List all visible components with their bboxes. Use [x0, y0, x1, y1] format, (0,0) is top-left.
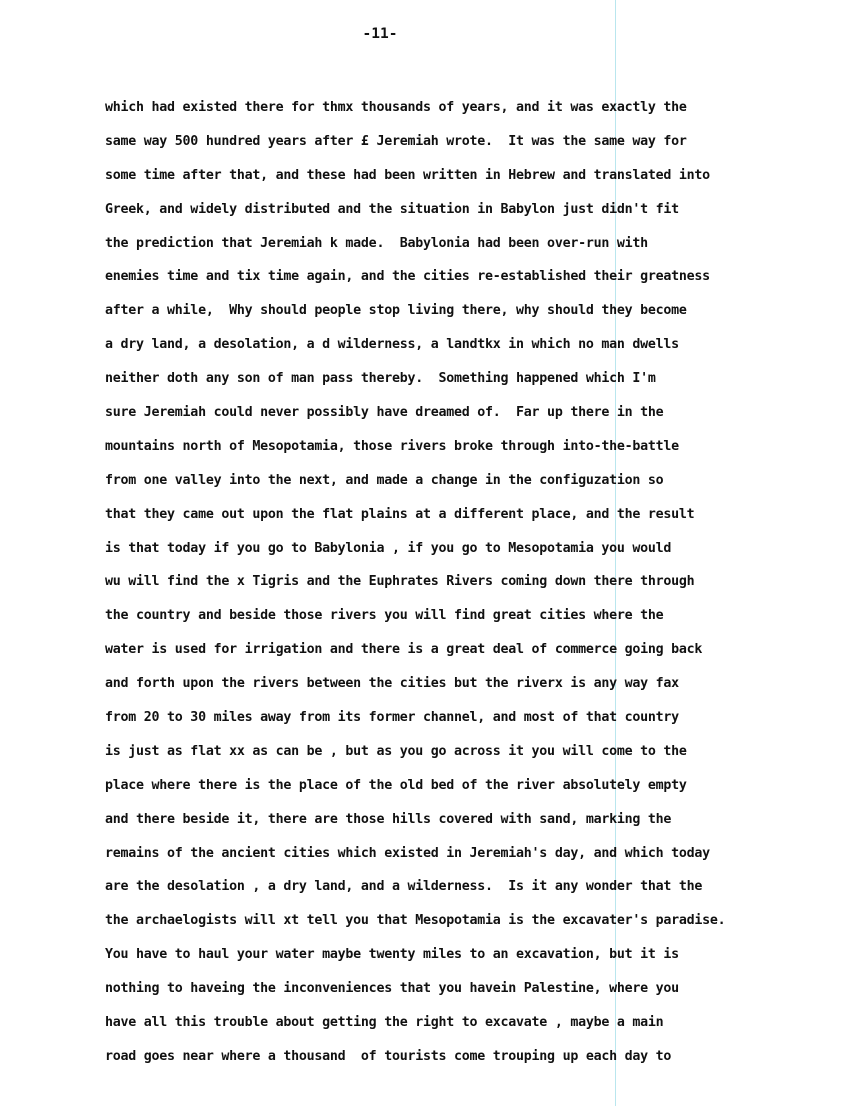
- text-line: some time after that, and these had been written in Hebrew and translated into: [105, 167, 710, 183]
- text-line: Greek, and widely distributed and the situation in Babylon just didn't fit: [105, 201, 679, 217]
- text-line: the archaelogists will xt tell you that Mesopotamia is the excavater's paradise.: [105, 913, 726, 929]
- text-line: and forth upon the rivers between the cities but the riverx is any way fax: [105, 676, 679, 692]
- text-line: remains of the ancient cities which existed in Jeremiah's day, and which today: [105, 845, 710, 861]
- text-line: road goes near where a thousand of tourists come trouping up each day to: [105, 1048, 672, 1064]
- text-line: that they came out upon the flat plains at a different place, and the result: [105, 506, 695, 522]
- text-line: are the desolation , a dry land, and a wilderness. Is it any wonder that the: [105, 879, 703, 895]
- text-line: a dry land, a desolation, a d wilderness, a landtkx in which no man dwells: [105, 337, 679, 353]
- text-line: is that today if you go to Babylonia , if you go to Mesopotamia you would: [105, 540, 672, 556]
- text-line: You have to haul your water maybe twenty miles to an excavation, but it is: [105, 947, 679, 963]
- text-line: the prediction that Jeremiah k made. Babylonia had been over-run with: [105, 235, 648, 251]
- text-line: sure Jeremiah could never possibly have dreamed of. Far up there in the: [105, 405, 664, 421]
- text-line: nothing to haveing the inconveniences that you havein Palestine, where you: [105, 981, 679, 997]
- text-line: wu will find the x Tigris and the Euphrates Rivers coming down there through: [105, 574, 695, 590]
- text-line: neither doth any son of man pass thereby. Something happened which I'm: [105, 371, 656, 387]
- text-line: same way 500 hundred years after £ Jeremiah wrote. It was the same way for: [105, 133, 687, 149]
- text-line: and there beside it, there are those hills covered with sand, marking the: [105, 811, 672, 827]
- text-line: after a while, Why should people stop living there, why should they become: [105, 303, 687, 319]
- text-line: is just as flat xx as can be , but as you go across it you will come to the: [105, 743, 687, 759]
- text-line: have all this trouble about getting the right to excavate , maybe a main: [105, 1015, 664, 1031]
- text-line: water is used for irrigation and there is a great deal of commerce going back: [105, 642, 703, 658]
- text-line: from one valley into the next, and made a change in the configuzation so: [105, 472, 664, 488]
- text-line: mountains north of Mesopotamia, those rivers broke through into-the-battle: [105, 438, 679, 454]
- text-line: from 20 to 30 miles away from its former channel, and most of that country: [105, 710, 679, 726]
- text-line: the country and beside those rivers you will find great cities where the: [105, 608, 664, 624]
- body-text: [105, 91, 845, 1074]
- text-line: place where there is the place of the old bed of the river absolutely empty: [105, 777, 687, 793]
- text-line: which had existed there for thmx thousands of years, and it was exactly the: [105, 100, 687, 115]
- page-number: -11-: [362, 26, 398, 42]
- text-line: enemies time and tix time again, and the cities re-established their greatness: [105, 269, 710, 285]
